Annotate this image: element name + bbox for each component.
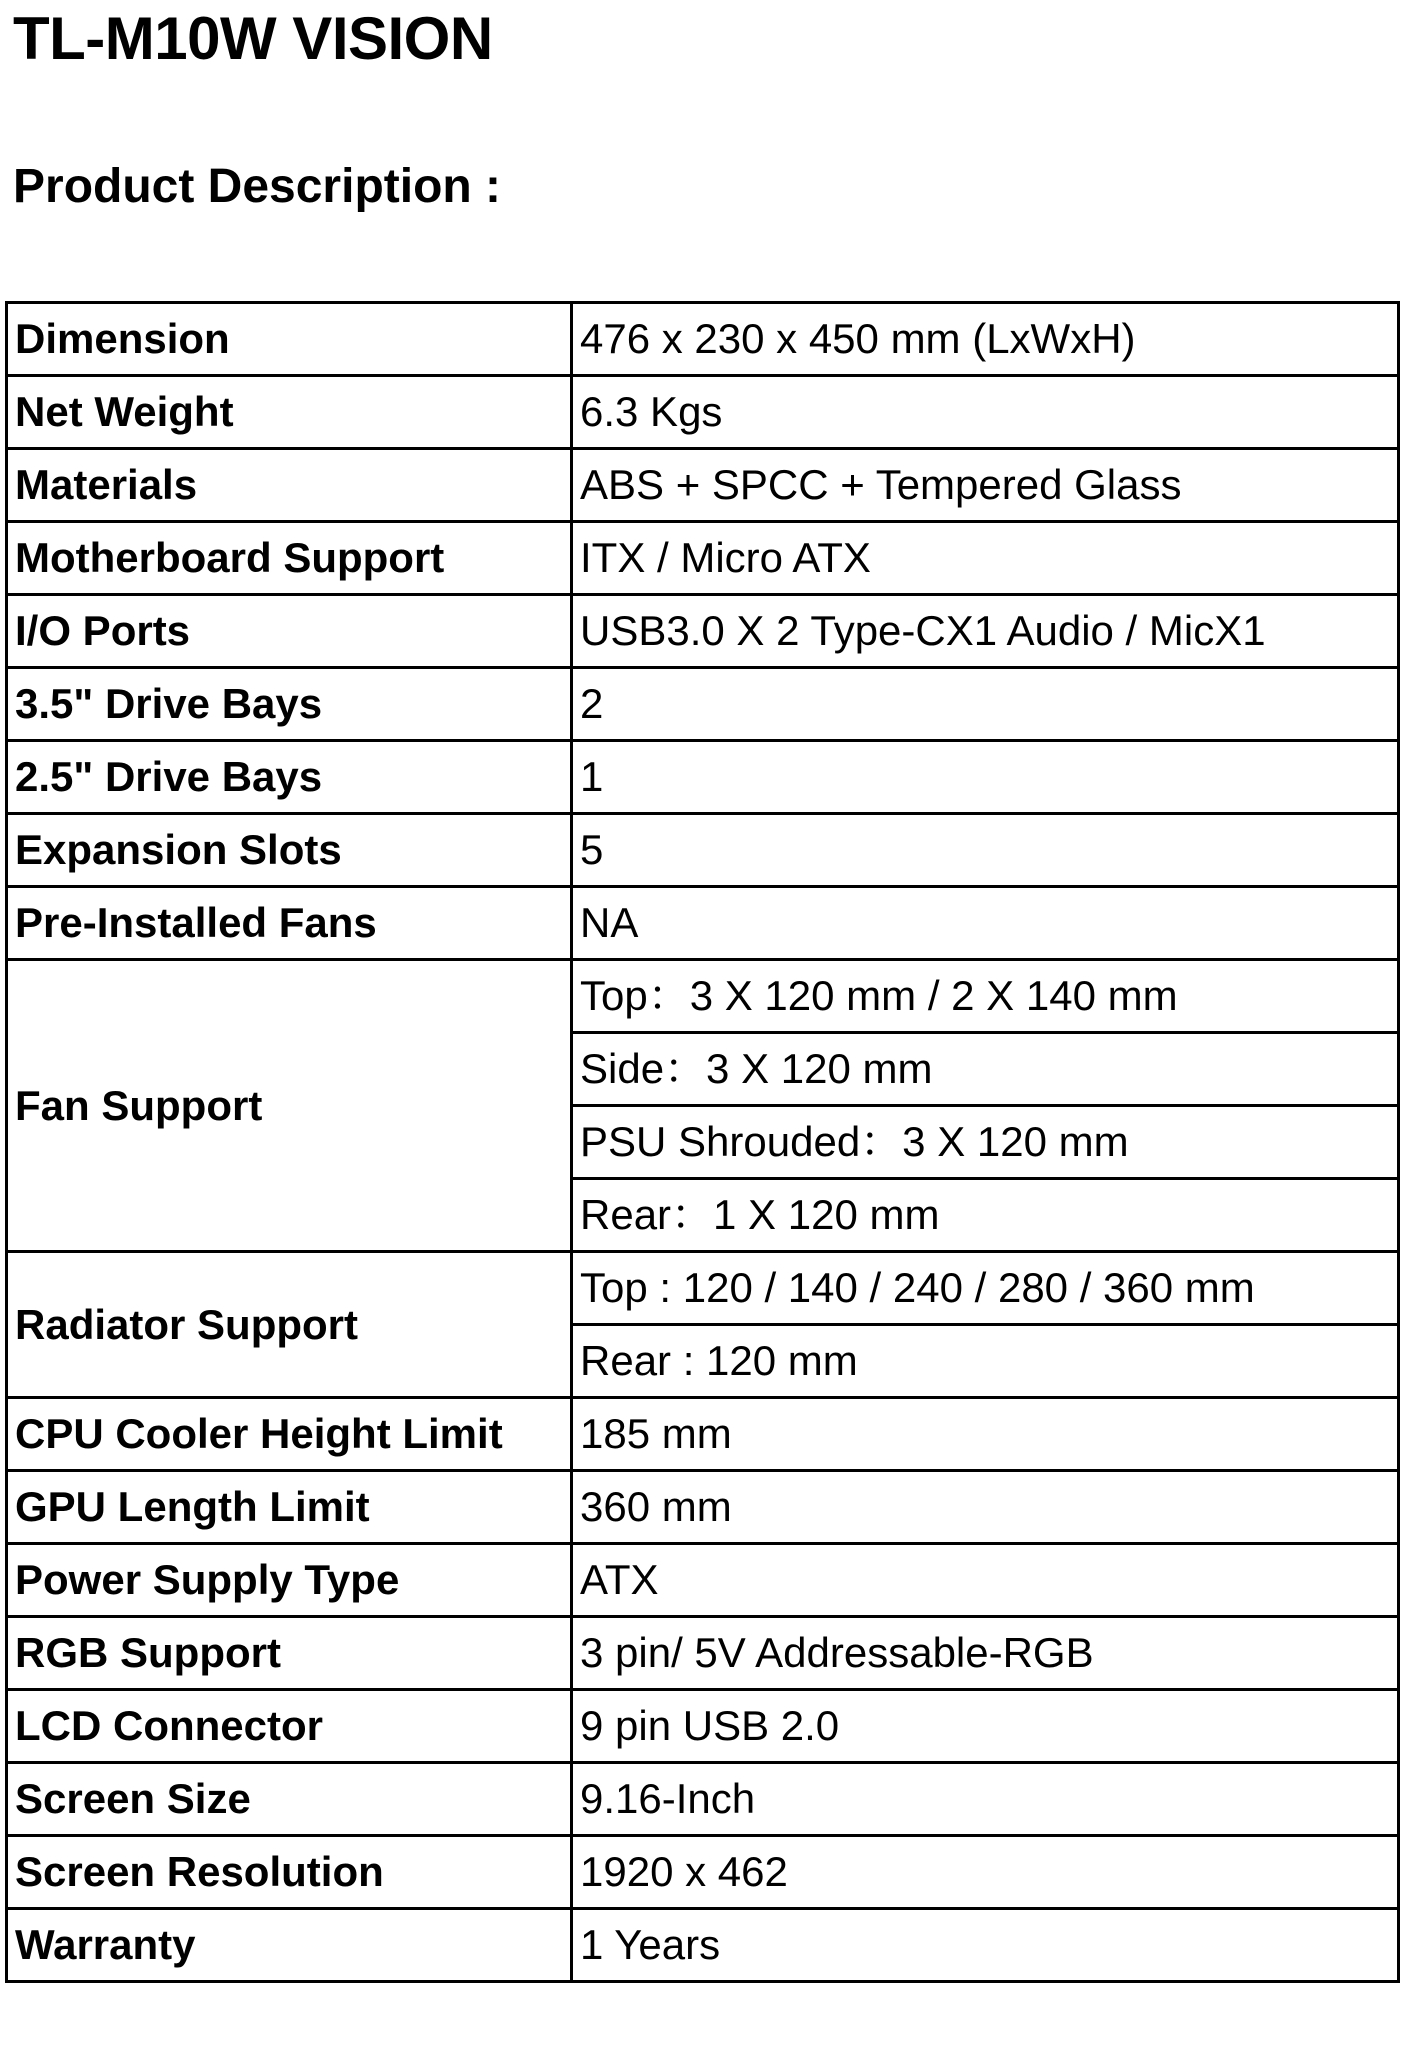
spec-label: RGB Support <box>7 1617 572 1690</box>
spec-label: GPU Length Limit <box>7 1471 572 1544</box>
table-row <box>7 1836 1399 1909</box>
spec-value: Top：3 X 120 mm / 2 X 140 mm <box>572 960 1399 1033</box>
spec-label: Screen Size <box>7 1763 572 1836</box>
spec-label: Dimension <box>7 303 572 376</box>
spec-value: 6.3 Kgs <box>572 376 1399 449</box>
spec-value: 476 x 230 x 450 mm (LxWxH) <box>572 303 1399 376</box>
table-row <box>7 1471 1399 1544</box>
spec-label: Net Weight <box>7 376 572 449</box>
spec-label: 2.5" Drive Bays <box>7 741 572 814</box>
table-row <box>7 1909 1399 1982</box>
spec-value: ATX <box>572 1544 1399 1617</box>
spec-label: Motherboard Support <box>7 522 572 595</box>
spec-label: Power Supply Type <box>7 1544 572 1617</box>
spec-table-body <box>7 303 1399 1982</box>
table-row <box>7 522 1399 595</box>
table-row <box>7 1398 1399 1471</box>
spec-value: NA <box>572 887 1399 960</box>
spec-value: 2 <box>572 668 1399 741</box>
spec-value: PSU Shrouded：3 X 120 mm <box>572 1106 1399 1179</box>
spec-label: I/O Ports <box>7 595 572 668</box>
spec-label: Radiator Support <box>7 1252 572 1398</box>
table-row <box>7 449 1399 522</box>
table-row <box>7 1544 1399 1617</box>
spec-value: 9 pin USB 2.0 <box>572 1690 1399 1763</box>
table-row <box>7 1763 1399 1836</box>
spec-table <box>5 301 1400 1983</box>
spec-label: Warranty <box>7 1909 572 1982</box>
spec-label: Pre-Installed Fans <box>7 887 572 960</box>
table-row <box>7 960 1399 1033</box>
spec-value: Side：3 X 120 mm <box>572 1033 1399 1106</box>
table-row <box>7 376 1399 449</box>
section-heading: Product Description : <box>13 160 502 213</box>
table-row <box>7 668 1399 741</box>
spec-value: 360 mm <box>572 1471 1399 1544</box>
page-title: TL-M10W VISION <box>13 5 493 72</box>
spec-label: LCD Connector <box>7 1690 572 1763</box>
spec-value: 1920 x 462 <box>572 1836 1399 1909</box>
spec-value: 5 <box>572 814 1399 887</box>
spec-value: 1 Years <box>572 1909 1399 1982</box>
spec-value: 185 mm <box>572 1398 1399 1471</box>
spec-value: Rear：1 X 120 mm <box>572 1179 1399 1252</box>
spec-label: 3.5" Drive Bays <box>7 668 572 741</box>
spec-value: ITX / Micro ATX <box>572 522 1399 595</box>
table-row <box>7 741 1399 814</box>
spec-value: USB3.0 X 2 Type-CX1 Audio / MicX1 <box>572 595 1399 668</box>
table-row <box>7 887 1399 960</box>
table-row <box>7 1252 1399 1325</box>
table-row <box>7 595 1399 668</box>
spec-value: 1 <box>572 741 1399 814</box>
spec-label: Materials <box>7 449 572 522</box>
table-row <box>7 1690 1399 1763</box>
spec-label: Fan Support <box>7 960 572 1252</box>
spec-value: Rear : 120 mm <box>572 1325 1399 1398</box>
spec-value: 3 pin/ 5V Addressable-RGB <box>572 1617 1399 1690</box>
spec-label: Screen Resolution <box>7 1836 572 1909</box>
spec-value: ABS + SPCC + Tempered Glass <box>572 449 1399 522</box>
spec-value: 9.16-Inch <box>572 1763 1399 1836</box>
spec-label: Expansion Slots <box>7 814 572 887</box>
spec-value: Top : 120 / 140 / 240 / 280 / 360 mm <box>572 1252 1399 1325</box>
table-row <box>7 1617 1399 1690</box>
table-row <box>7 814 1399 887</box>
spec-label: CPU Cooler Height Limit <box>7 1398 572 1471</box>
table-row <box>7 303 1399 376</box>
